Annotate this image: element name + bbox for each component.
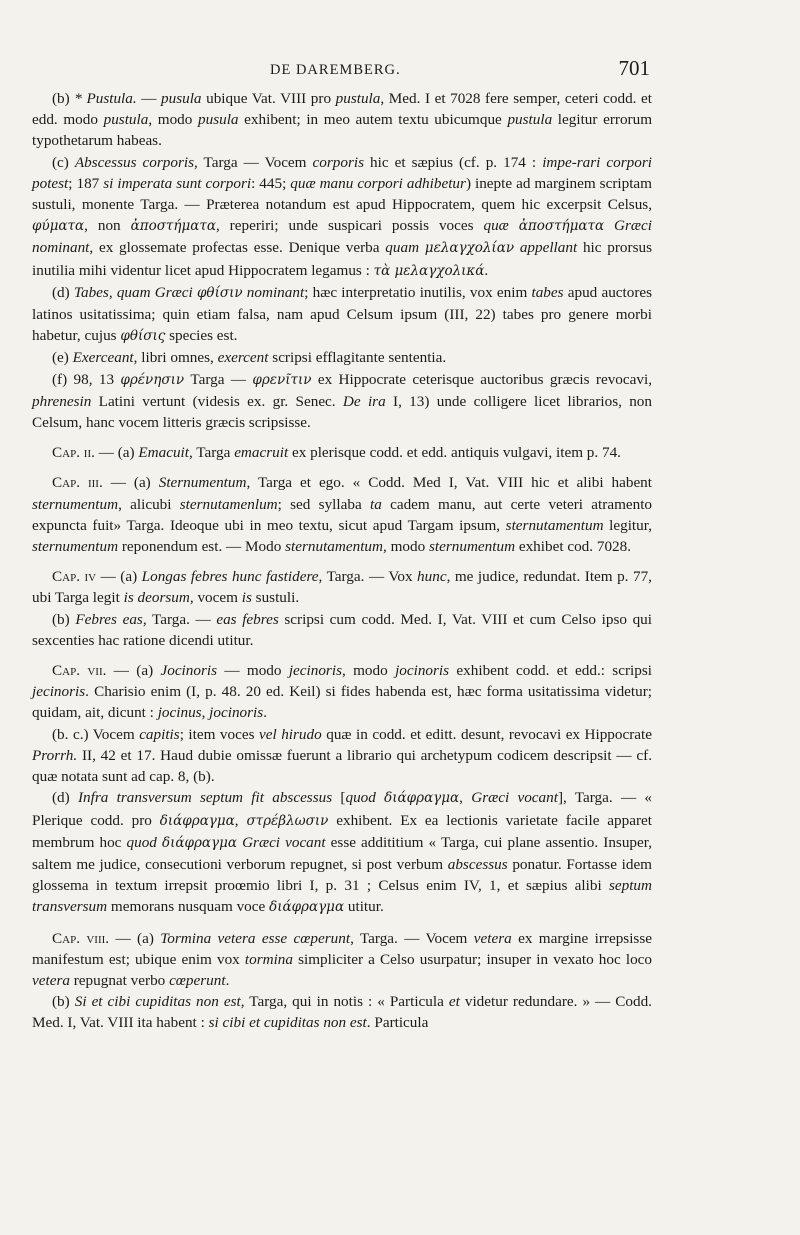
italic-run: septum transversum — [32, 877, 652, 916]
text-run: — (a) — [109, 929, 161, 947]
text-run: : 445; — [251, 174, 291, 192]
text-run: , Med. I et 7028 fere semper, ceteri codd. et edd. modo — [32, 90, 652, 129]
italic-run: pusula — [161, 90, 202, 107]
text-run: , modo — [382, 538, 429, 556]
text-run: , Targa. — Vocem — [350, 929, 474, 947]
text-run: , Targa. — Vox — [318, 568, 418, 586]
text-run: , Targa — Vocem — [193, 153, 313, 171]
text-run: scripsi efflagitante sententia. — [268, 349, 447, 367]
italic-run: cœperunt — [169, 971, 226, 989]
text-run: ; sed syllaba — [277, 495, 370, 513]
text-run: , reperiri; unde suspicari possis voces — [215, 217, 484, 235]
italic-run: Græci nominant — [32, 217, 653, 257]
italic-run: hunc — [417, 568, 447, 586]
italic-run: impe-rari corpori potest — [32, 153, 652, 192]
text-run: , Targa. — — [142, 610, 217, 628]
greek-run: μελαγχολίαν — [424, 240, 515, 257]
chapter-label: Cap. iv — [52, 568, 97, 586]
italic-run: sternutamentum — [285, 538, 383, 556]
text-run: exhibent. Ex ea lectionis varietate facile apparet membrum hoc — [32, 811, 652, 851]
text-run: apud auctores latinos usitatissima; quin etiam falsa, nam apud Celsum ipsum (III, 22) tabes pro genere morbi habetur, cujus — [32, 283, 653, 345]
italic-run: pustula — [507, 111, 553, 129]
italic-run: quam Græci — [116, 283, 193, 301]
italic-run: is deorsum — [123, 589, 190, 607]
italic-run: Jocinoris — [160, 662, 218, 680]
text-run — [509, 217, 519, 234]
text-run: , Targa et ego. « Codd. Med I, Vat. VIII hic et alibi habent — [246, 474, 652, 492]
italic-run: quam — [385, 239, 420, 257]
text-run: — (a) — [94, 444, 139, 462]
note-paragraph — [32, 442, 652, 463]
italic-run: Prorrh. — [32, 746, 78, 764]
italic-run: Tabes — [73, 283, 109, 301]
italic-run: pusula — [198, 111, 239, 129]
text-run: — (a) — [106, 662, 161, 680]
italic-run: abscessus — [447, 855, 508, 873]
note-paragraph — [32, 724, 652, 788]
text-run — [376, 789, 384, 806]
italic-run: appellant — [519, 239, 578, 257]
text-run: (b. c.) Vocem — [52, 725, 140, 743]
note-paragraph — [32, 282, 652, 348]
text-run: scripsi cum codd. Med. I, Vat. VIII et cum Celso ipso qui sexcenties hac ratione dicendi utitur. — [32, 610, 652, 649]
notes-text — [32, 88, 652, 1034]
note-paragraph — [32, 928, 652, 992]
italic-run: Longas febres hunc fastidere — [141, 568, 319, 586]
text-run — [604, 217, 614, 234]
text-run: . — [484, 261, 489, 279]
italic-run: phrenesin — [32, 392, 92, 410]
text-run: legitur errorum typothetarum habeas. — [32, 111, 653, 150]
italic-run: jocinoris — [209, 704, 264, 722]
text-run: exhibent codd. et edd.: scripsi — [449, 662, 652, 680]
note-paragraph — [32, 609, 652, 651]
italic-run: pustula — [103, 111, 149, 129]
text-run: hic prorsus inutilia mihi videntur licet apud Hippocratem legamus : — [32, 239, 652, 279]
text-run: (b) — [52, 610, 76, 628]
italic-run: jecinoris — [288, 662, 342, 680]
italic-run: tormina — [244, 950, 293, 968]
note-paragraph — [32, 347, 652, 368]
italic-run: eas febres — [216, 610, 279, 628]
greek-run: διάφραγμα — [159, 812, 235, 829]
text-run: ; hæc interpretatio inutilis, vox enim — [304, 283, 532, 301]
greek-run: διάφραγμα — [269, 899, 345, 916]
text-run: , ex glossemate profectas esse. Denique verba — [89, 239, 386, 257]
italic-run: quod — [345, 789, 376, 807]
text-run: ], Targa. — « Plerique codd. pro — [32, 789, 653, 829]
italic-run: ta — [369, 495, 382, 513]
text-run: (f) 98, 13 — [52, 370, 121, 388]
text-run: sustuli. — [251, 589, 300, 607]
text-run: . Charisio enim (I, p. 48. 20 ed. Keil) si fides habenda est, hæc forma usitatissima videtur; quidam, ait, dicunt : — [32, 683, 652, 722]
note-paragraph — [32, 660, 652, 724]
italic-run: sternumentum — [428, 538, 516, 556]
italic-run: jocinus — [157, 704, 202, 722]
italic-run: Exerceant — [72, 349, 134, 367]
italic-run: Tormina vetera esse cœperunt — [160, 929, 351, 947]
text-run: Targa — — [184, 370, 253, 388]
italic-run: vetera — [32, 971, 70, 989]
italic-run: corporis — [312, 153, 365, 171]
text-run: II, 42 et 17. Haud dubie omissæ fuerunt a librario qui archetypum codicem descripsit — cf. quæ notata sunt ad cap. 8, (b). — [32, 746, 652, 786]
italic-run: si imperata sunt corpori — [103, 174, 252, 192]
italic-run: sternumentum — [32, 538, 119, 556]
text-run: videtur redundare. » — Codd. Med. I, Vat. VIII ita habent : — [32, 993, 652, 1032]
text-run: I, 13) unde colligere licet librarios, non Celsum, hanc vocem litteris græcis scripsisse. — [32, 392, 652, 432]
italic-run: Infra transversum septum fit abscessus — [77, 789, 333, 807]
note-paragraph — [32, 369, 652, 434]
text-run: , modo — [148, 111, 199, 129]
text-run: (b) — [52, 993, 75, 1011]
chapter-label: Cap. ii. — [52, 444, 95, 462]
italic-run: capitis — [139, 725, 180, 743]
text-run: legitur, — [603, 516, 652, 534]
italic-run: et — [448, 993, 460, 1011]
greek-run: στρέβλωσιν — [246, 812, 329, 829]
text-run: , — [108, 283, 117, 301]
text-run: memorans nusquam voce — [107, 898, 270, 916]
text-run: , vocem — [189, 589, 242, 607]
italic-run: sternutamentum — [505, 516, 604, 534]
text-run: ; 187 — [68, 174, 104, 192]
chapter-label: Cap. iii. — [52, 474, 103, 492]
text-run: utitur. — [344, 898, 384, 916]
text-run: ; item voces — [179, 725, 259, 743]
italic-run: Emacuit — [138, 444, 189, 462]
text-run: , Targa, qui in notis : « Particula — [240, 993, 449, 1011]
greek-run: φρενῖτιν — [252, 371, 312, 388]
chapter-label: Cap. viii. — [52, 929, 110, 947]
text-run: (d) — [52, 789, 78, 807]
italic-run: Græci vocant — [242, 833, 326, 851]
text-run: ex plerisque codd. et edd. antiquis vulgavi, item p. 74. — [288, 444, 621, 462]
chapter-label: Cap. vii. — [52, 662, 107, 680]
italic-run: quod — [126, 833, 157, 851]
text-run: , alicubi — [118, 495, 180, 513]
italic-run: Si et cibi cupiditas non est — [74, 993, 241, 1011]
italic-run: is — [241, 589, 252, 607]
greek-run: διάφραγμα — [161, 834, 237, 851]
text-run: Latini vertunt (videsis ex. gr. Senec. — [91, 392, 343, 410]
greek-run: φύματα — [32, 218, 85, 235]
text-run: (d) — [52, 283, 74, 301]
text-run: . — [225, 971, 230, 989]
text-run: ) inepte ad marginem scriptam sustuli, monente Targa. — Præterea notandum est apud Hippocratem, quem hic excerpsit Celsus, — [32, 174, 652, 214]
text-run: , libri omnes, — [133, 349, 218, 367]
text-run: . — [263, 704, 267, 722]
greek-run: ἀποστήματα — [130, 218, 216, 235]
text-run: simpliciter a Celso usurpatur; insuper in vexato hoc loco — [292, 950, 653, 968]
text-run: ex Hippocrate ceterisque auctoribus græcis revocavi, — [311, 370, 652, 388]
text-run: , non — [84, 217, 131, 235]
text-run: ubique Vat. VIII pro — [201, 90, 336, 107]
text-run: repugnat verbo — [69, 971, 170, 989]
greek-run: διάφραγμα — [384, 790, 460, 807]
text-run: species est. — [165, 327, 238, 345]
italic-run: quæ manu corpori adhibetur — [290, 174, 466, 192]
italic-run: De ira — [342, 392, 386, 410]
text-run: hic et sæpius (cf. p. 174 : — [364, 153, 543, 171]
text-run: , me judice, redundat. Item p. 77, ubi Targa legit — [32, 568, 652, 607]
italic-run: Febres eas — [75, 610, 143, 628]
italic-run: pustula — [335, 90, 381, 107]
note-paragraph — [32, 152, 652, 282]
page-header — [0, 56, 800, 86]
italic-run: sternumentum — [32, 495, 119, 513]
italic-run: tabes — [531, 283, 564, 301]
text-run: — (a) — [96, 568, 142, 586]
text-run: , modo — [341, 662, 396, 680]
text-run: cadem manu, aut certe veteri atramento expuncta fuit» Targa. Ideoque ubi in meo textu, sicut apud Targam ipsum, — [32, 495, 653, 534]
note-paragraph — [32, 787, 652, 918]
italic-run: quæ — [483, 217, 509, 235]
italic-run: jocinoris — [395, 662, 450, 680]
text-run: (c) — [52, 153, 75, 171]
italic-run: Sternumentum — [158, 474, 247, 492]
running-head: DE DAREMBERG. — [270, 62, 401, 78]
text-run: . Particula — [366, 1014, 429, 1032]
text-run: (e) — [52, 349, 73, 367]
text-run: ex margine irrepsisse manifestum est; ubique enim vox — [32, 929, 652, 968]
greek-run: ἀποστήματα — [518, 218, 605, 235]
note-paragraph — [32, 472, 652, 557]
greek-run: φρένησιν — [120, 371, 185, 388]
text-run: — (a) — [102, 474, 159, 492]
text-run: exhibent; in meo autem textu ubicumque — [238, 111, 508, 129]
italic-run: jecinoris — [32, 683, 86, 701]
text-run: — — [136, 90, 162, 107]
note-paragraph — [32, 991, 652, 1033]
text-run: , Targa — [188, 444, 235, 462]
text-run: , — [201, 704, 210, 722]
text-run: (b) — [52, 90, 75, 107]
page-number: 701 — [618, 56, 650, 80]
italic-run: exercent — [217, 349, 269, 367]
italic-run: vetera — [473, 929, 512, 947]
text-run: , — [234, 811, 247, 829]
italic-run: nominant — [246, 283, 305, 301]
text-run: esse addititium « Targa, cui plane assentio. Insuper, saltem me judice, consecutioni verborum repugnet, si post verbum — [32, 833, 653, 873]
italic-run: si cibi et cupiditas non est — [208, 1014, 367, 1032]
note-paragraph — [32, 566, 652, 608]
italic-run: Græci vocant — [471, 789, 558, 807]
italic-run: vel hirudo — [259, 725, 322, 743]
text-run: quæ in codd. et editt. desunt, revocavi ex Hippocrate — [321, 725, 652, 743]
italic-run: sternutamenlum — [179, 495, 278, 513]
text-run: — modo — [217, 662, 289, 680]
greek-run: τὰ μελαγχολικά — [373, 262, 485, 279]
greek-run: φθίσιν — [196, 284, 243, 301]
italic-run: * Pustula. — [74, 90, 137, 107]
italic-run: emacruit — [234, 444, 289, 462]
text-run: reponendum est. — Modo — [118, 538, 286, 556]
text-run: ponatur. Fortasse idem glossema in textum irrepsit proœmio libri I, p. 31 ; Celsus enim IV, 1, et sæpius alibi — [32, 855, 652, 895]
note-paragraph — [32, 88, 652, 152]
text-run: , — [459, 789, 472, 807]
greek-run: φθίσις — [120, 328, 166, 345]
text-run: [ — [332, 789, 346, 807]
italic-run: Abscessus corporis — [74, 153, 194, 171]
text-run: exhibet cod. 7028. — [515, 538, 632, 556]
